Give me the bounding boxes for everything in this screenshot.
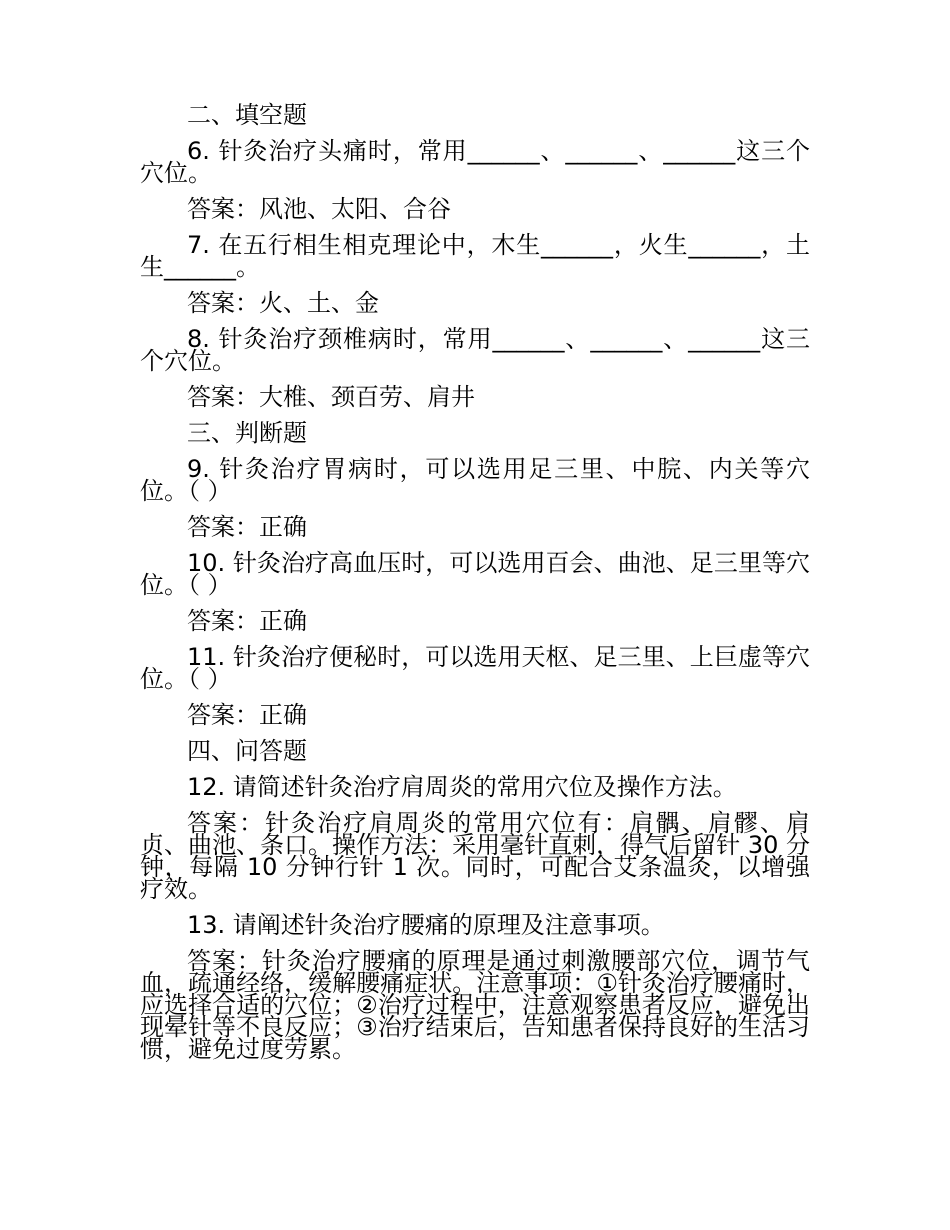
answer-7: 答案：火、土、金 [187,289,379,317]
question-7: 7. 在五行相生相克理论中，木生______，火生______，土生______。 [140,231,810,281]
answer-10: 答案：正确 [187,607,307,635]
question-11: 11. 针灸治疗便秘时，可以选用天枢、足三里、上巨虚等穴位。（ ） [140,643,810,693]
question-9: 9. 针灸治疗胃病时，可以选用足三里、中脘、内关等穴位。（ ） [140,455,810,505]
answer-11: 答案：正确 [187,701,307,729]
question-13: 13. 请阐述针灸治疗腰痛的原理及注意事项。 [187,911,665,939]
section-heading-fill-blank: 二、填空题 [187,101,307,129]
question-6: 6. 针灸治疗头痛时，常用______、______、______这三个穴位。 [140,137,810,187]
section-heading-short-answer: 四、问答题 [187,737,307,765]
question-10: 10. 针灸治疗高血压时，可以选用百会、曲池、足三里等穴位。（ ） [140,549,810,599]
answer-9: 答案：正确 [187,513,307,541]
question-8: 8. 针灸治疗颈椎病时，常用______、______、______这三个穴位。 [140,325,810,375]
section-heading-true-false: 三、判断题 [187,419,307,447]
answer-13: 答案：针灸治疗腰痛的原理是通过刺激腰部穴位，调节气血，疏通经络，缓解腰痛症状。注意事项：①针灸治疗腰痛时，应选择合适的穴位；②治疗过程中，注意观察患者反应，避免出现晕针等不良反应；③治疗结束后，告知患者保持良好的生活习惯，避免过度劳累。 [140,947,810,1063]
answer-6: 答案：风池、太阳、合谷 [187,195,451,223]
question-12: 12. 请简述针灸治疗肩周炎的常用穴位及操作方法。 [187,773,737,801]
document-page [140,101,810,1074]
answer-12: 答案：针灸治疗肩周炎的常用穴位有：肩髃、肩髎、肩贞、曲池、条口。操作方法：采用毫针直刺，得气后留针 30 分钟，每隔 10 分钟行针 1 次。同时，可配合艾条温灸，以增强疗效。 [140,809,810,903]
answer-8: 答案：大椎、颈百劳、肩井 [187,383,475,411]
